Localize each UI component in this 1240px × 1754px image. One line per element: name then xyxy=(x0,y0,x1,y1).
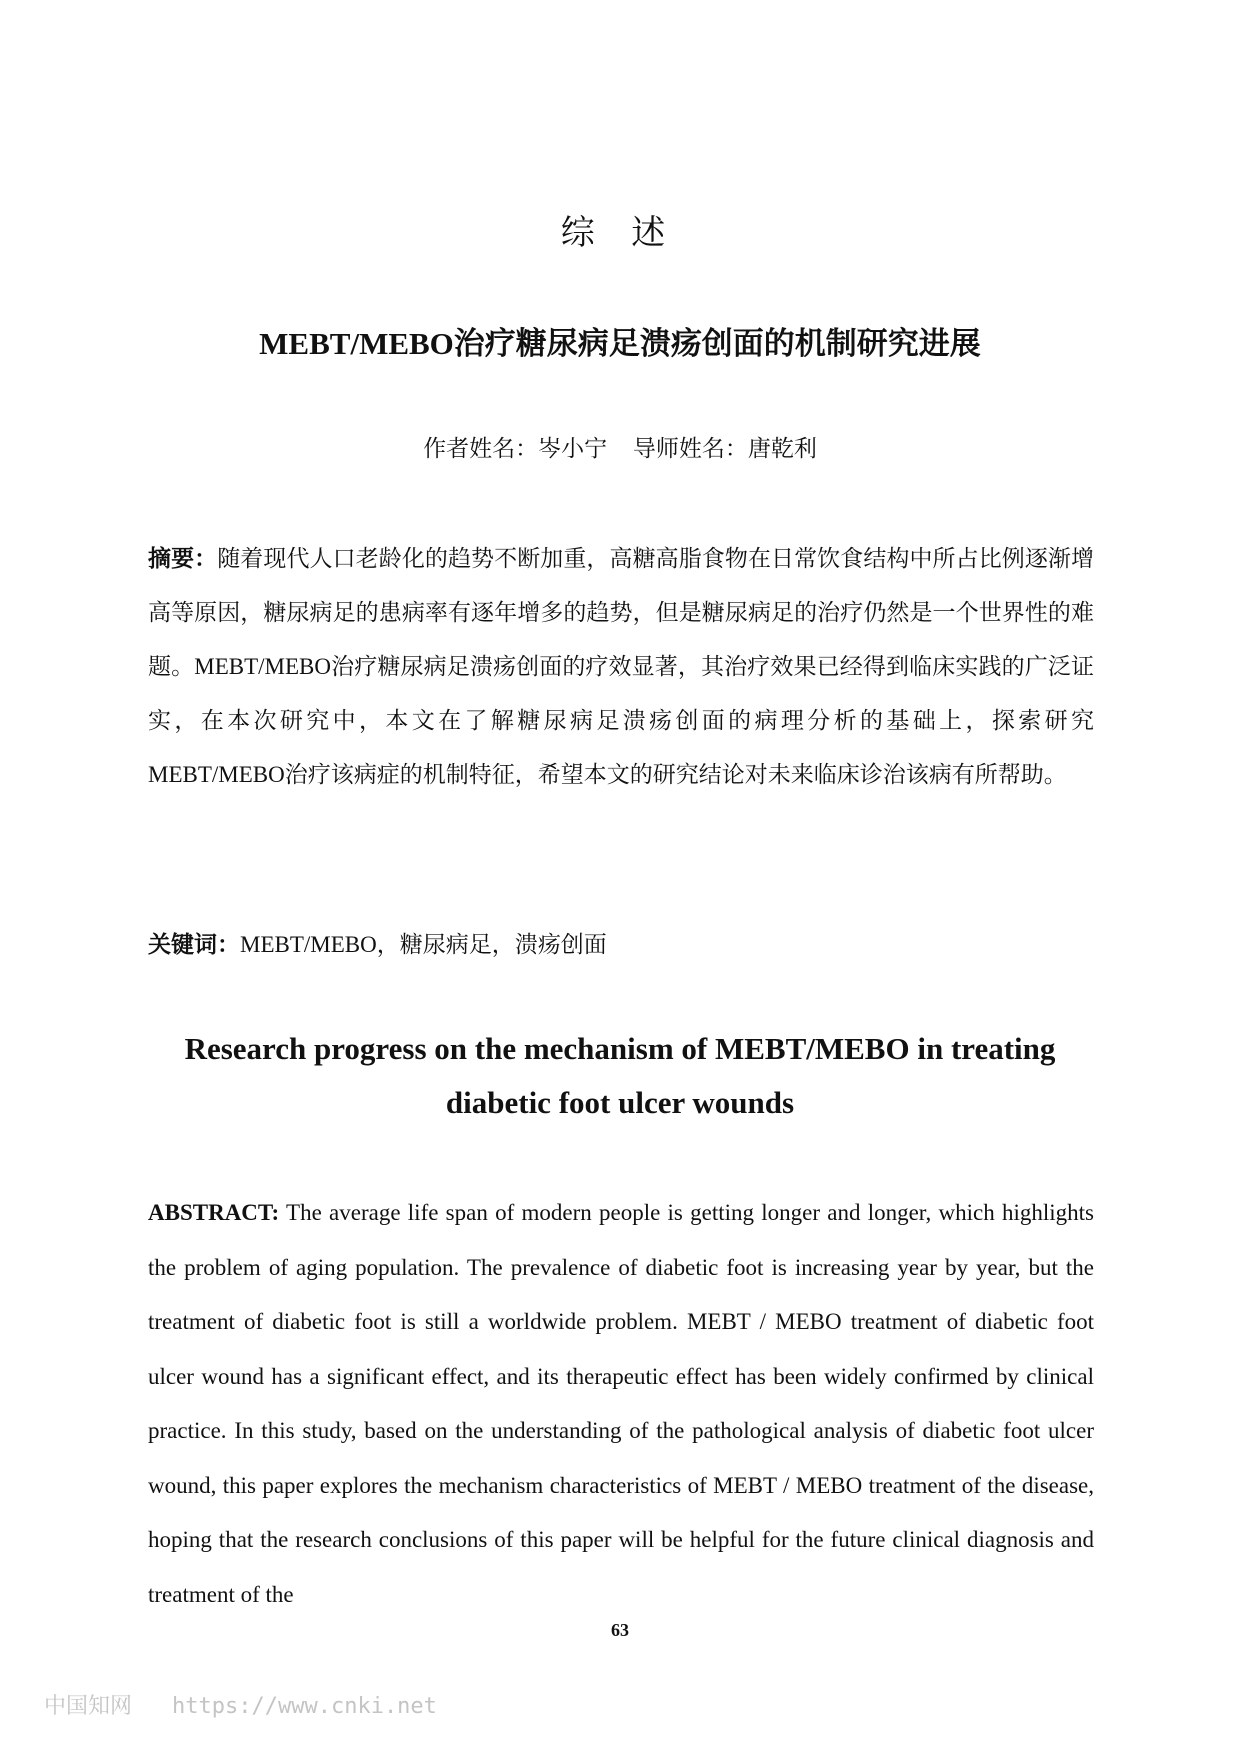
authors-line xyxy=(0,430,1240,463)
chinese-abstract-label: 摘要： xyxy=(148,546,218,571)
english-paper-title: Research progress on the mechanism of MEBT/MEBO in treating diabetic foot ulcer wounds xyxy=(184,1031,1056,1120)
chinese-keywords-label: 关键词： xyxy=(148,932,240,957)
cnki-watermark xyxy=(44,1689,437,1720)
english-abstract-text: The average life span of modern people is getting longer and longer, which highlights the problem of aging population. The prevalence of diabetic foot is increasing year by year, but the treatment of diabetic foot is still a worldwide problem. MEBT / MEBO treatment of diabetic foot ulcer wound has a significant effect, and its therapeutic effect has been widely confirmed by clinical practice. In this study, based on the understanding of the pathological analysis of diabetic foot ulcer wound, this paper explores the mechanism characteristics of MEBT / MEBO treatment of the disease, hoping that the research conclusions of this paper will be helpful for the future clinical diagnosis and treatment of the xyxy=(148,1200,1094,1607)
chinese-keywords xyxy=(148,918,1094,972)
watermark-name: 中国知网 xyxy=(44,1694,133,1719)
page-number: 63 xyxy=(611,1620,629,1640)
advisor-name: 导师姓名：唐乾利 xyxy=(632,436,817,461)
section-title: 综 述 xyxy=(560,215,680,252)
english-abstract xyxy=(148,1186,1094,1622)
chinese-paper-title: MEBT/MEBO治疗糖尿病足溃疡创面的机制研究进展 xyxy=(259,326,981,361)
chinese-abstract xyxy=(148,532,1094,802)
author-name: 作者姓名：岑小宁 xyxy=(423,436,608,461)
english-abstract-label: ABSTRACT: xyxy=(148,1200,280,1225)
chinese-keywords-text: MEBT/MEBO，糖尿病足，溃疡创面 xyxy=(240,932,607,957)
watermark-url: https://www.cnki.net xyxy=(172,1694,437,1719)
chinese-abstract-text: 随着现代人口老龄化的趋势不断加重，高糖高脂食物在日常饮食结构中所占比例逐渐增高等原因，糖尿病足的患病率有逐年增多的趋势，但是糖尿病足的治疗仍然是一个世界性的难题。MEBT/MEBO治疗糖尿病足溃疡创面的疗效显著，其治疗效果已经得到临床实践的广泛证实，在本次研究中，本文在了解糖尿病足溃疡创面的病理分析的基础上，探索研究MEBT/MEBO治疗该病症的机制特征，希望本文的研究结论对未来临床诊治该病有所帮助。 xyxy=(148,546,1095,787)
